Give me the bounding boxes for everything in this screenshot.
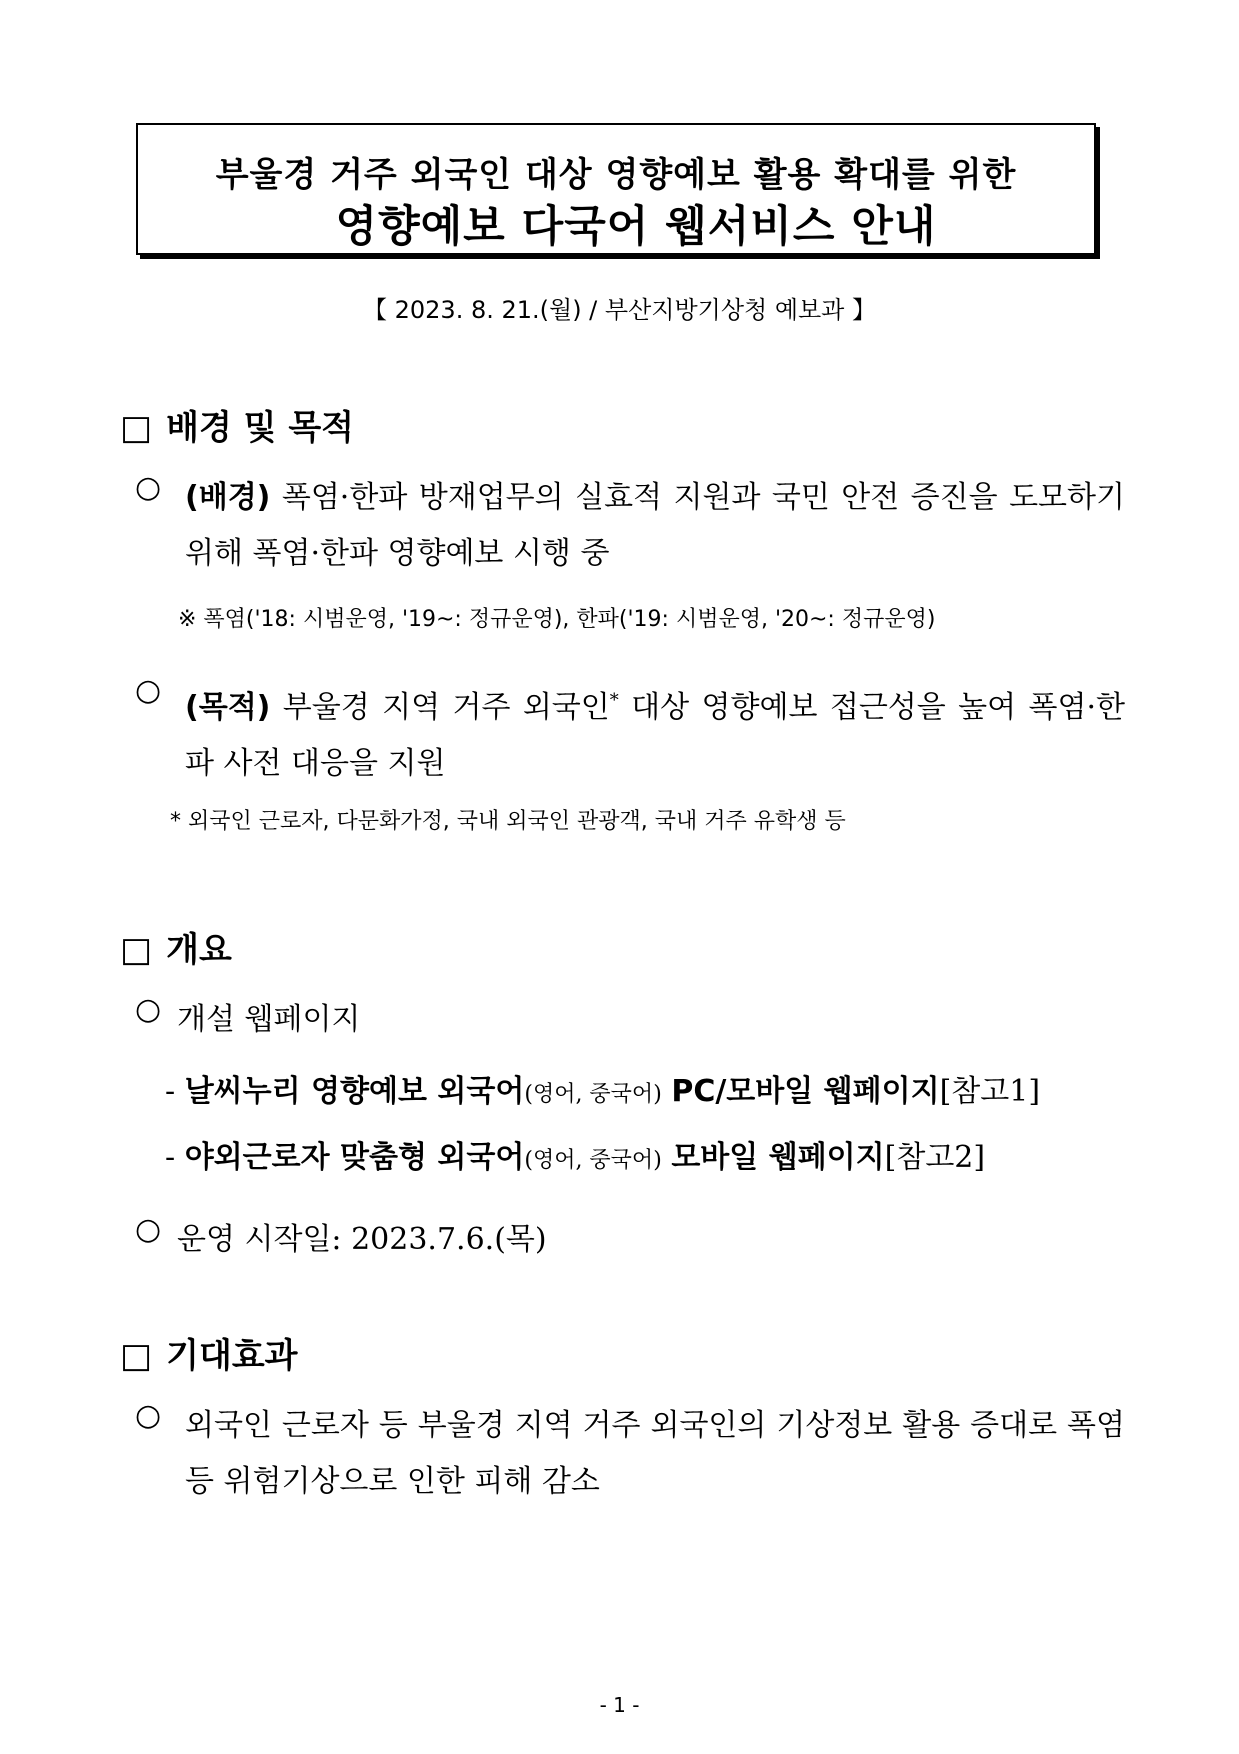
title-line-2: 영향예보 다국어 웹서비스 안내 [335,202,937,252]
section-box-icon: □ [120,930,153,970]
item-paren: (영어, 중국어) [524,1148,662,1173]
bullet-text: 운영 시작일: 2023.7.6.(목) [177,1222,547,1257]
bullet-text-b: 대상 영향예보 접근성을 높여 폭염·한파 사전 대응을 지원 [185,690,1125,781]
note-pilot-operation: ※ 폭염('18: 시범운영, '19~: 정규운영), 한파('19: 시범운영, '20~: 정규운영) [178,607,936,632]
section-heading-effects [120,1328,298,1377]
circle-bullet-icon: ○ [135,992,162,1027]
section-heading-background [120,400,354,449]
bullet-text: 폭염·한파 방재업무의 실효적 지원과 국민 안전 증진을 도모하기 위해 폭염·한파 영향예보 시행 중 [185,480,1125,571]
bullet-body [185,470,1125,582]
item-ref: [참고2] [884,1140,986,1175]
section-heading-overview [120,922,232,971]
item-strong-b: 모바일 웹페이지 [671,1140,885,1175]
title-line-1: 부울경 거주 외국인 대상 영향예보 활용 확대를 위한 [215,155,1017,195]
bullet-text: 외국인 근로자 등 부울경 지역 거주 외국인의 기상정보 활용 증대로 폭염 등 위험기상으로 인한 피해 감소 [185,1408,1125,1499]
section-heading-text: 기대효과 [166,1336,298,1376]
bullet-purpose [135,673,1125,793]
circle-bullet-icon: ○ [135,470,162,505]
webpage-item-1 [165,1066,1040,1110]
dash-mark: - [165,1074,176,1109]
bullet-webpages [135,992,1125,1048]
note-foreigners: * 외국인 근로자, 다문화가정, 국내 외국인 관광객, 국내 거주 유학생 등 [170,809,846,834]
section-heading-text: 개요 [166,930,232,970]
dash-mark: - [165,1140,176,1175]
title-box [136,123,1096,255]
section-box-icon: □ [120,408,153,448]
circle-bullet-icon: ○ [135,673,162,708]
section-heading-text: 배경 및 목적 [166,408,355,448]
item-ref: [참고1] [939,1074,1041,1109]
bullet-expected-effect [135,1398,1125,1518]
dateline: 【 2023. 8. 21.(월) / 부산지방기상청 예보과 】 [362,296,876,324]
circle-bullet-icon: ○ [135,1398,162,1433]
bullet-text: 개설 웹페이지 [177,1002,361,1037]
section-box-icon: □ [120,1336,153,1376]
item-strong-b: PC/모바일 웹페이지 [671,1074,940,1109]
bullet-body [185,673,1125,792]
bullet-tag: (목적) [185,690,271,725]
item-strong-a: 날씨누리 영향예보 외국어 [184,1074,525,1109]
webpage-item-2 [165,1132,985,1176]
bullet-text-a: 부울경 지역 거주 외국인 [270,690,610,725]
bullet-background [135,470,1125,590]
bullet-start-date [135,1212,1125,1268]
item-paren: (영어, 중국어) [524,1082,662,1107]
footnote-marker: * [609,690,619,711]
bullet-tag: (배경) [185,480,271,515]
circle-bullet-icon: ○ [135,1212,162,1247]
page-number: - 1 - [599,1693,640,1717]
item-strong-a: 야외근로자 맞춤형 외국어 [184,1140,525,1175]
